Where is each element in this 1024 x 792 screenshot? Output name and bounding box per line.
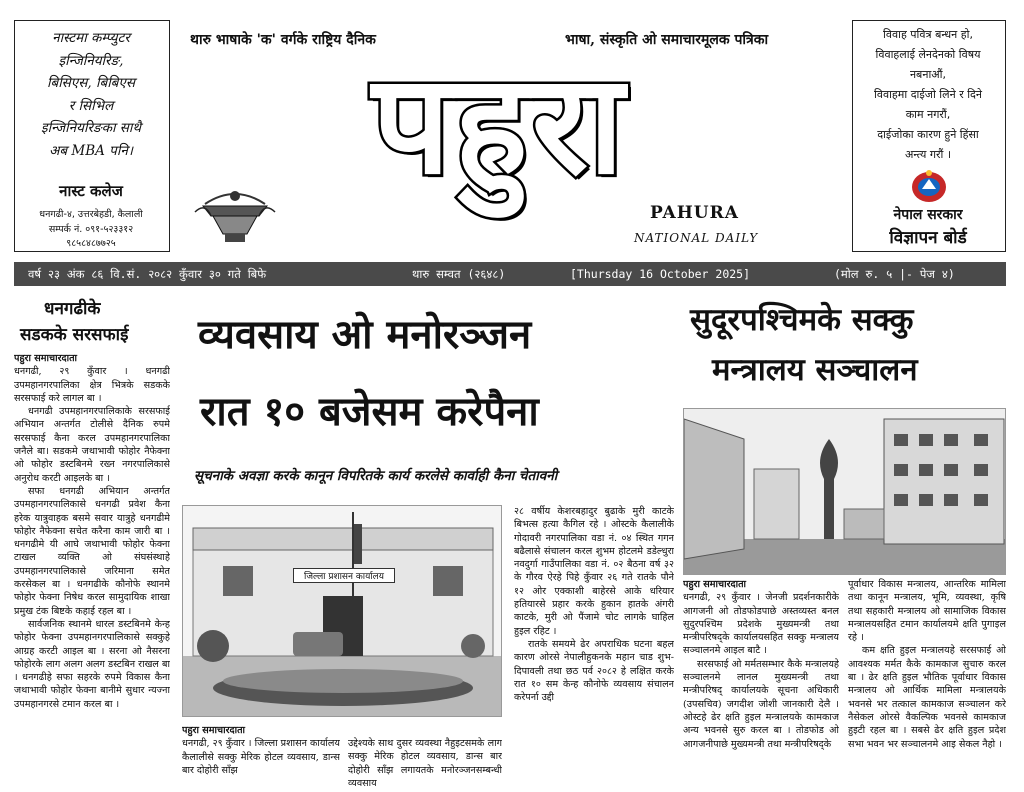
center-col1 — [182, 724, 340, 792]
left-paragraph: धनगढी, २९ कुँवार । धनगढी उपमहानगरपालिका क्षेत्र भित्रके सडकके सरसफाई करे लागल बा । — [14, 366, 170, 404]
right-paragraph: पूर्वाधार विकास मन्त्रालय, आन्तरिक मामिला तथा कानून मन्त्रालय, भूमि, व्यवस्था, कृषि तथा सहकारी मन्त्रालय ओ सामाजिक विकास मन्त्रालयसहित टमान कार्यालयमे क्षति पुगाइल रहे । — [848, 579, 1006, 644]
left-byline: पहुरा समाचारदाता — [14, 353, 78, 364]
ad-slogan — [15, 27, 167, 162]
center-headline-line2: रात १० बजेसम करेपैना — [200, 389, 539, 435]
masthead-tagline-right: भाषा, संस्कृति ओ समाचारमूलक पत्रिका — [565, 32, 769, 48]
issue-date: [Thursday 16 October 2025] — [570, 267, 751, 281]
tharu-samvat: थारु सम्वत (२६४८) — [412, 267, 506, 281]
gov-label: नेपाल सरकार — [893, 207, 963, 223]
ad-mba-line: अब MBA पनि। — [49, 142, 133, 159]
center-paragraph: उद्देश्यके साथ दुसर व्यवस्था नैहुइटसमके लाग सक्कु मेरिक होटल व्यवसाय, डान्स बार दोहोरी साँझ लगायतके मनोरञ्जनसम्बन्धी व्यवसाय — [348, 738, 502, 789]
right-byline: पहुरा समाचारदाता — [683, 579, 747, 590]
right-paragraph: सरसफाई ओ मर्मतसम्भार कैके मन्त्रालयहे सञ्चालनमे लानल मुख्यमन्त्री तथा मन्त्रीपरिषद् कार्यालयके सूचना अधिकारी (उपसचिव) जगदीश जोशी जानकारी देलै । ओस्टहे ढेर क्षति हुइल मन्त्रालयके कामकाज अन्य भवनसे सुरु करल बा । तोडफोड ओ आगजनीपाछे मुख्यमन्त्री तथा मन्त्रीपरिषद्के — [683, 658, 839, 750]
ad-line: र सिभिल — [68, 97, 114, 114]
ad-line: विवाहमा दाईजो लिने र दिने — [874, 88, 982, 101]
center-byline: पहुरा समाचारदाता — [182, 725, 246, 736]
college-address: धनगढी-४, उत्तरबेहडी, कैलाली — [39, 209, 143, 220]
right-paragraph: कम क्षति हुइल मन्त्रालयहे सरसफाई ओ आवश्यक मर्मत कैके कामकाज सुचारु करल बा । ढेर क्षति हुइल भौतिक पूर्वाधार विकास मन्त्रालय ओ आर्थिक मामिला मन्त्रालयके भवनसे भर तत्काल कामकाज सञ्चालन करे नैसेकल ओरसे वैकल्पिक भवनसे कामकाज हुइटी रहल बा । सबसे ढेर क्षति हुइल प्रदेश सभा भवन भर सञ्चालनमे आइ सेकल नैहो । — [848, 645, 1006, 750]
emblem-icon — [185, 182, 285, 246]
ad-line: काम नगरौं, — [905, 108, 951, 121]
ad-line: नबनाऔं, — [909, 68, 947, 81]
ad-line: अन्त्य गरौं । — [904, 148, 952, 161]
center-col2 — [348, 737, 502, 792]
ministry-building-photo — [683, 408, 1006, 575]
center-paragraph: रातके समयमे ढेर अपराधिक घटना बहल कारण ओरसे नेपालीहुकनके महान चाड शुभ-दिपावली तथा छठ पर्व २०८२ हे लक्षित करके रात १० सम केन्ह कौनोफे व्यवसाय संचालन करेपर्ना उद्दी — [514, 638, 674, 704]
left-headline-line1: धनगढीके — [44, 299, 101, 319]
board-label: विज्ञापन बोर्ड — [889, 228, 967, 248]
center-subheadline: सूचनाके अवज्ञा करके कानून विपरितके कार्य करलेसे कार्वाही कैना चेतावनी — [194, 468, 558, 484]
right-advertisement — [852, 20, 1006, 252]
ad-line: दाईजोका कारण हुने हिंसा — [877, 128, 979, 141]
right-headline-line2: मन्त्रालय सञ्चालन — [712, 352, 918, 388]
center-headline-line1: व्यवसाय ओ मनोरञ्जन — [198, 312, 532, 358]
issue-price: (मोल रु. ५ |- पेज ४) — [834, 267, 955, 281]
left-paragraph: सफा धनगढी अभियान अन्तर्गत उपमहानगरपालिकासे धनगढी प्रवेश कैना हरेक यात्रुवाहक बसमे सवार यात्रुहे धनगढीमे फोहोर नैफेक्ना सचेत करैना काम जारी बा । धनगढीमे यी आघे जथाभावी फोहोर फेक्ना टाखल व्यक्ति ओ संघसंस्थाहे उपमहानगरपालिकासे जरिमाना समेत करसेकल बा । धनगढीके कौनोफे स्थानमे फोहोर फेक्ना निषेध करल सामुदायिक शाखा प्रमुख टंक बिष्टके कहाई रहल बा । — [14, 485, 170, 617]
masthead-title-latin: PAHURA — [650, 203, 739, 223]
ad-line: बिसिएस, बिबिएस — [46, 75, 135, 91]
college-mobile: ९८५८४८७७२५ — [66, 238, 116, 249]
center-paragraph: २८ वर्षीय केशरबहादुर बुढाके मुरी काटके बिभत्स हत्या कैगिल रहे । ओस्टके कैलालीके गोदावरी नगरपालिका वडा नं. ०४ स्थित गगन बढैलासे संचालन करल शुभम होटलमे डडेल्धुरा नवदुर्गा गाउँपालिका वडा नं. ०२ बैठना वर्ष ३२ के गौरव ऐरहे पिहे कुँवार २६ गते रातके पौने १२ ओर एक्काशी बाहेरसे आके धरियार हतियारसे प्रहार करके हुकान हातके अंगरी काटके, मुरी ओ पैंजामे चोट लागके घाहिल हुइल रहिट । — [514, 506, 674, 637]
right-paragraph: धनगढी, २९ कुँवार । जेनजी प्रदर्शनकारीके आगजनी ओ तोडफोडपाछे अस्तव्यस्त बनल सुदुरपश्चिम प्रदेशके मुख्यमन्त्री तथा मन्त्रीपरिषद्के कार्यालयसहित सक्कु मन्त्रालय सञ्चालनमे आइल बाटै । — [683, 592, 839, 657]
nepal-emblem-icon — [910, 169, 948, 203]
ad-line: इन्जिनियरिङ, — [58, 52, 124, 69]
left-paragraph: सार्वजनिक स्थानमे धारल डस्टबिनमे केन्ह फोहोर फेक्ना उपमहानगरपालिकासे सक्कुहे आग्रह करटी आइल बा । सरना ओ नैसरना फोहोरके लाग अलग अलग डस्टबिन राखल बा । धनगढीहे सफा सहरके रुपमे विकास कैना जथाभावी फोहोर फेक्ना बानीमे सुधार न्यज्ना उपमहानगरसे टमान करल बा । — [14, 618, 170, 710]
issue-info-bar — [14, 262, 1006, 286]
right-headline-line1: सुदूरपश्चिमके सक्कु — [690, 302, 914, 338]
ad-message — [853, 25, 1003, 165]
college-name: नास्ट कलेज — [59, 182, 123, 200]
center-paragraph: धनगढी, २९ कुँवार । जिल्ला प्रशासन कार्यालय कैलालीसे सक्कु मेरिक होटल व्यवसाय, डान्स बार दोहोरी साँझ — [182, 738, 340, 776]
ad-line: विवाहलाई लेनदेनको विषय — [875, 48, 981, 61]
masthead-title: पहुरा — [372, 44, 628, 205]
ad-line: इन्जिनियरिङका साथै — [40, 120, 141, 136]
masthead-tagline-left: थारु भाषाके 'क' वर्गके राष्ट्रिय दैनिक — [190, 32, 376, 48]
district-office-photo — [182, 505, 502, 717]
left-story-body — [14, 352, 170, 792]
masthead-subtitle: NATIONAL DAILY — [634, 231, 759, 245]
college-phone: सम्पर्क नं. ०९१-५२३३१२ — [48, 224, 134, 235]
right-col1 — [683, 578, 839, 792]
ad-line: विवाह पवित्र बन्धन हो, — [883, 28, 973, 41]
ad-line: नास्टमा कम्प्युटर — [52, 30, 130, 46]
right-col2 — [848, 578, 1006, 792]
left-advertisement — [14, 20, 170, 252]
issue-number: वर्ष २३ अंक ८६ वि.सं. २०८२ कुँवार ३० गते बिफे — [28, 267, 267, 281]
left-headline-line2: सडकके सरसफाई — [20, 325, 129, 345]
center-col3 — [514, 505, 674, 792]
left-paragraph: धनगढी उपमहानगरपालिकाके सरसफाई अभियान अन्तर्गत टोलीसे दैनिक रुपमे सरसफाई कैना करल उपमहानगरपालिका जनैले बा। सडकमे जथाभावी फोहोर नैफेक्ना ओ फोहोर डस्टबिनमे रख्न नगरपालिकासे अनुरोध करटी आइलके बा । — [14, 406, 170, 484]
office-signboard: जिल्ला प्रशासन कार्यालय — [293, 568, 395, 583]
